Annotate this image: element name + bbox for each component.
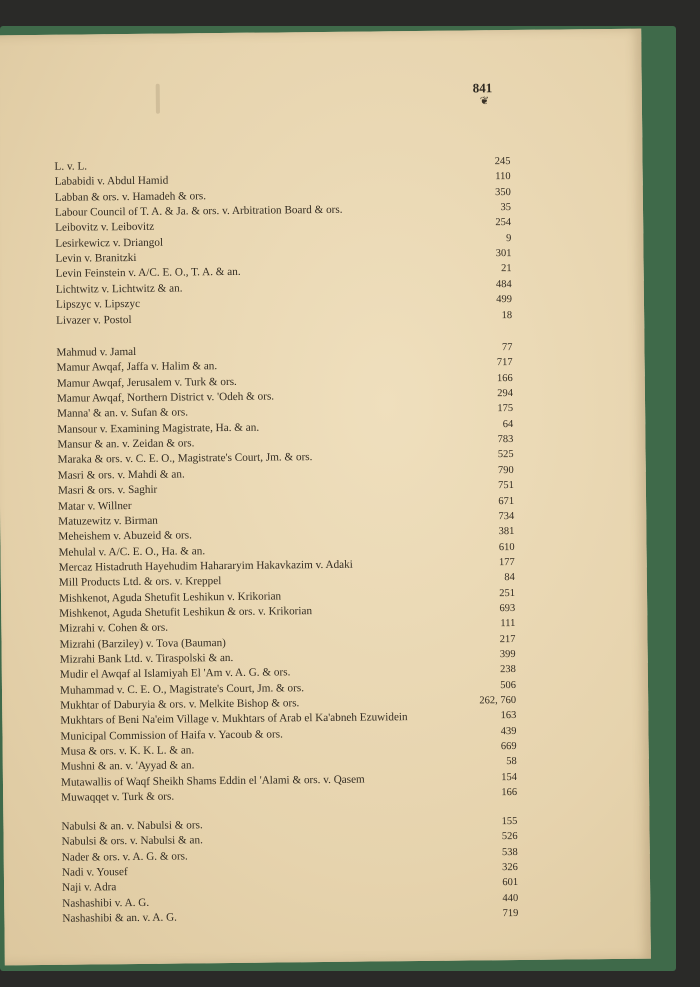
case-name: Nashashibi & an. v. A. G.	[62, 911, 178, 925]
page-reference: 111	[500, 618, 516, 630]
page-number: 841	[472, 80, 493, 96]
case-name: Mamur Awqaf, Northern District v. 'Odeh & ors.	[56, 390, 275, 405]
case-name: Mansur & an. v. Zeidan & ors.	[57, 437, 195, 451]
page-reference: 238	[500, 664, 516, 676]
page-reference: 84	[504, 572, 515, 584]
case-name: Mizrahi v. Cohen & ors.	[59, 621, 169, 636]
page-reference: 719	[502, 908, 519, 920]
page-reference: 734	[498, 510, 515, 523]
page-reference: 751	[498, 480, 514, 492]
page-reference: 262, 760	[479, 695, 517, 707]
page-reference: 175	[497, 403, 514, 415]
index-entry	[62, 906, 518, 927]
case-name: Muwaqqet v. Turk & ors.	[61, 790, 175, 804]
case-name: Maraka & ors. v. C. E. O., Magistrate's Court, Jm. & ors.	[57, 451, 313, 467]
case-name: Muhammad v. C. E. O., Magistrate's Court, Jm. & ors.	[59, 681, 305, 697]
page-reference: 9	[505, 232, 512, 244]
case-name: Naji v. Adra	[62, 881, 117, 895]
case-name: Mansour v. Examining Magistrate, Ha. & an.	[57, 421, 260, 436]
page-reference: 166	[501, 787, 518, 799]
case-name: Livazer v. Postol	[56, 313, 132, 327]
case-name: Leibovitz v. Leibovitz	[55, 221, 155, 235]
page-reference: 177	[498, 556, 515, 569]
case-name: Labban & ors. v. Hamadeh & ors.	[54, 189, 207, 204]
case-name: Mudir el Awqaf al Islamiyah El 'Am v. A. G. & ors.	[59, 666, 291, 682]
page-reference: 499	[496, 294, 513, 306]
page-reference: 669	[500, 741, 517, 753]
case-name: Matar v. Willner	[58, 499, 132, 513]
case-name: Nashashibi v. A. G.	[62, 896, 150, 910]
case-name: Mahmud v. Jamal	[56, 345, 137, 359]
case-name: Mukhtar of Daburyia & ors. v. Melkite Bishop & ors.	[60, 697, 300, 712]
case-name: Lesirkewicz v. Driangol	[55, 236, 164, 250]
case-name: Masri & ors. v. Saghir	[57, 483, 158, 497]
case-name: Levin v. Branitzki	[55, 252, 137, 265]
case-name: Meheishem v. Abuzeid & ors.	[58, 529, 192, 543]
case-name: Mehulal v. A/C. E. O., Ha. & an.	[58, 544, 206, 559]
case-name: Mishkenot, Aguda Shetufit Leshikun v. Krikorian	[58, 590, 282, 605]
page-reference: 294	[497, 388, 513, 400]
page-reference: 35	[500, 202, 512, 214]
book-page	[0, 29, 651, 966]
case-name: L. v. L.	[54, 160, 88, 173]
case-name: Nadi v. Yousef	[61, 866, 128, 879]
page-reference: 58	[506, 756, 517, 768]
case-name: Mizrahi Bank Ltd. v. Tiraspolski & an.	[59, 651, 234, 666]
page-reference: 525	[497, 449, 514, 461]
case-name: Lababidi v. Abdul Hamid	[54, 174, 169, 189]
case-name: Municipal Commission of Haifa v. Yacoub & ors.	[60, 728, 283, 743]
page-reference: 251	[499, 587, 516, 599]
page-reference: 163	[500, 710, 517, 722]
page-reference: 484	[495, 278, 512, 290]
page-reference: 18	[501, 309, 513, 321]
page-reference: 155	[501, 815, 518, 828]
case-name: Masri & ors. v. Mahdi & an.	[57, 468, 185, 482]
page-reference: 717	[496, 357, 513, 369]
case-name: Matuzewitz v. Birman	[58, 514, 158, 528]
case-name: Levin Feinstein v. A/C. E. O., T. A. & an.	[55, 266, 241, 281]
page-reference: 64	[502, 418, 514, 430]
page-reference: 110	[495, 171, 511, 183]
case-name: Lipszyc v. Lipszyc	[55, 298, 141, 311]
case-name: Mill Products Ltd. & ors. v. Kreppel	[58, 575, 222, 590]
page-reference: 326	[502, 862, 518, 874]
page-reference: 21	[501, 263, 512, 275]
case-name: Nabulsi & ors. v. Nabulsi & an.	[61, 834, 203, 849]
case-index-list	[0, 29, 651, 966]
page-reference: 671	[498, 495, 515, 507]
case-name: Mutawallis of Waqf Sheikh Shams Eddin el 'Alami & ors. v. Qasem	[60, 773, 365, 789]
page-reference: 783	[497, 434, 514, 446]
case-name: Nader & ors. v. A. G. & ors.	[61, 850, 188, 864]
index-entry	[56, 308, 512, 329]
page-reference: 440	[502, 892, 519, 904]
page-reference: 381	[498, 526, 515, 538]
case-name: Mercaz Histadruth Hayehudim Hahararyim Hakavkazim v. Adaki	[58, 558, 353, 574]
page-reference: 350	[495, 186, 511, 198]
page-reference: 254	[495, 217, 512, 229]
case-name: Mizrahi (Barziley) v. Tova (Bauman)	[59, 636, 226, 651]
page-reference: 217	[499, 633, 516, 645]
page-reference: 601	[502, 877, 519, 889]
case-name: Mamur Awqaf, Jerusalem v. Turk & ors.	[56, 375, 237, 390]
case-name: Manna' & an. v. Sufan & ors.	[57, 406, 189, 421]
page-reference: 399	[499, 648, 516, 661]
case-name: Mamur Awqaf, Jaffa v. Halim & an.	[56, 360, 218, 375]
case-name: Lichtwitz v. Lichtwitz & an.	[55, 282, 183, 296]
case-name: Mushni & an. v. 'Ayyad & an.	[60, 759, 195, 774]
page-reference: 154	[501, 771, 518, 783]
page-reference: 610	[498, 541, 515, 553]
page-reference: 790	[497, 464, 514, 476]
page-reference: 301	[495, 248, 512, 260]
page-reference: 506	[500, 679, 517, 691]
case-name: Mishkenot, Aguda Shetufit Leshikun & ors. v. Krikorian	[59, 605, 313, 620]
page-reference: 538	[501, 846, 518, 858]
page-reference: 77	[501, 342, 513, 354]
page-reference: 526	[501, 831, 518, 843]
page-reference: 166	[496, 372, 513, 384]
case-name: Nabulsi & an. v. Nabulsi & ors.	[61, 819, 203, 833]
ornament-icon: ❦	[479, 95, 490, 108]
index-entry	[61, 785, 517, 806]
page-reference: 439	[500, 725, 517, 737]
case-name: Musa & ors. v. K. K. L. & an.	[60, 744, 195, 758]
page-reference: 693	[499, 602, 516, 615]
page-reference: 245	[494, 156, 511, 168]
case-name: Labour Council of T. A. & Ja. & ors. v. Arbitration Board & ors.	[54, 203, 343, 219]
case-name: Mukhtars of Beni Na'eim Village v. Mukhtars of Arab el Ka'abneh Ezuwidein	[60, 711, 408, 728]
